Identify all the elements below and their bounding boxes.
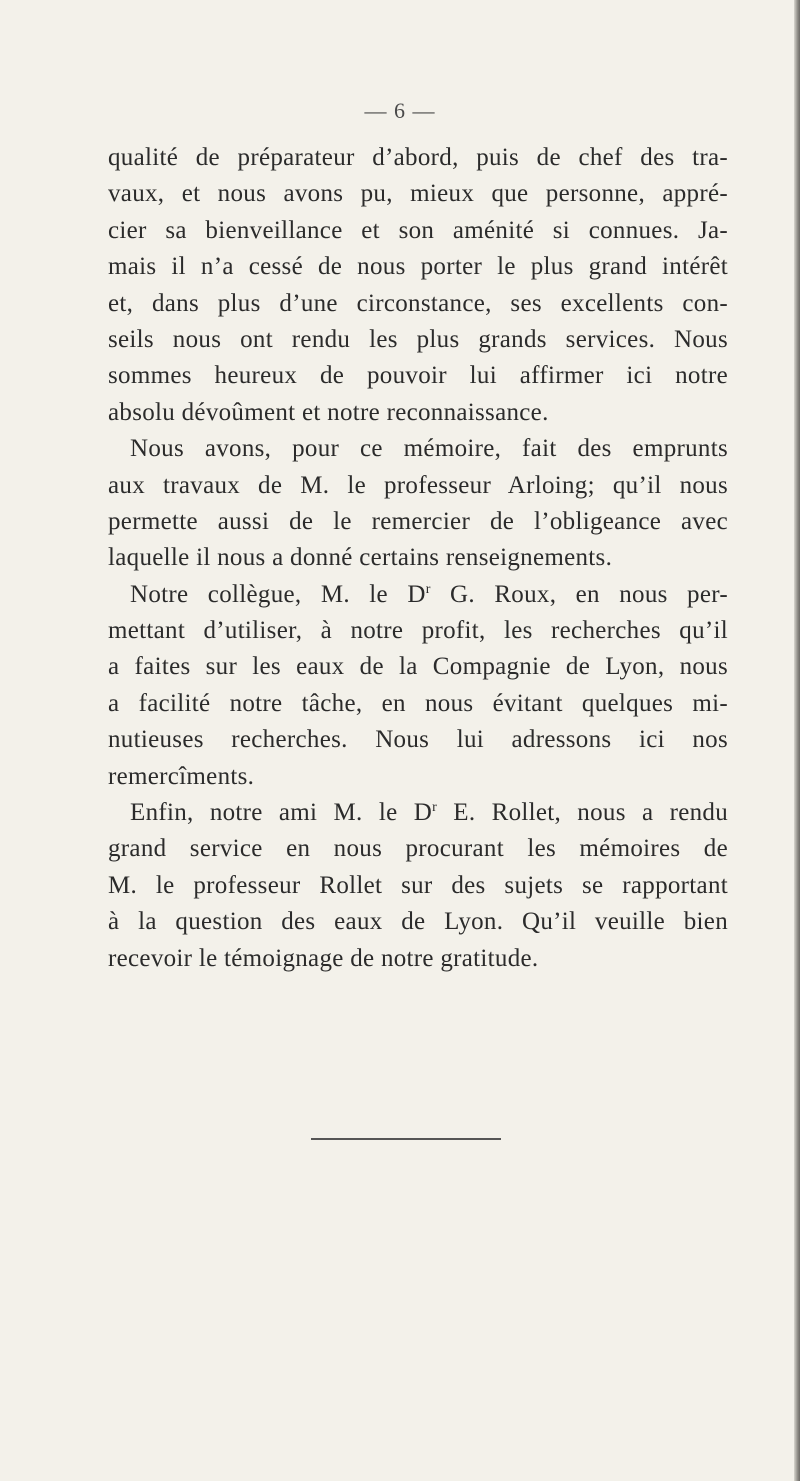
text-line: M. le professeur Rollet sur des sujets se rapportant — [108, 871, 728, 899]
text-line: remercîments. — [108, 762, 255, 790]
text-line: laquelle il nous a donné certains renseignements. — [108, 544, 613, 572]
text-line: cier sa bienveillance et son aménité si connues. Ja- — [108, 216, 728, 244]
text-line: sommes heureux de pouvoir lui affirmer ici notre — [108, 362, 728, 390]
text-line: absolu dévoûment et notre reconnaissance. — [108, 398, 549, 426]
doctor-superscript: r — [432, 800, 438, 816]
text-line: permette aussi de le remercier de l’obligeance avec — [108, 507, 728, 535]
text-line: grand service en nous procurant les mémoires de — [108, 835, 728, 863]
roux-text-before: Notre collègue, M. le D — [130, 580, 426, 608]
text-line: mais il n’a cessé de nous porter le plus grand intérêt — [108, 253, 728, 281]
text-line: vaux, et nous avons pu, mieux que personne, appré- — [108, 180, 728, 208]
doctor-superscript: r — [425, 581, 431, 597]
text-line: Nous avons, pour ce mémoire, fait des emprunts — [130, 435, 728, 463]
page-edge-shadow — [794, 0, 800, 1481]
closing-rule — [311, 1138, 501, 1140]
roux-text-after: G. Roux, en nous per- — [430, 580, 728, 608]
text-line: à la question des eaux de Lyon. Qu’il veuille bien — [108, 908, 728, 936]
text-line: a faites sur les eaux de la Compagnie de Lyon, nous — [108, 653, 728, 681]
rollet-text-after: E. Rollet, nous a rendu — [437, 799, 728, 827]
text-line: mettant d’utiliser, à notre profit, les recherches qu’il — [108, 617, 728, 645]
text-line-roux — [108, 577, 728, 613]
body-text — [108, 140, 728, 977]
text-line: et, dans plus d’une circonstance, ses excellents con- — [108, 289, 728, 317]
text-line: aux travaux de M. le professeur Arloing; qu’il nous — [108, 471, 728, 499]
text-line: recevoir le témoignage de notre gratitude. — [108, 944, 539, 972]
text-line: qualité de préparateur d’abord, puis de chef des tra- — [108, 144, 728, 171]
rollet-text-before: Enfin, notre ami M. le D — [130, 799, 433, 827]
text-line: a facilité notre tâche, en nous évitant quelques mi- — [108, 689, 728, 717]
text-line-rollet — [108, 795, 728, 831]
text-line: seils nous ont rendu les plus grands services. Nous — [108, 325, 728, 353]
text-line: nutieuses recherches. Nous lui adressons ici nos — [108, 726, 728, 754]
page-number: — 6 — — [364, 98, 436, 123]
